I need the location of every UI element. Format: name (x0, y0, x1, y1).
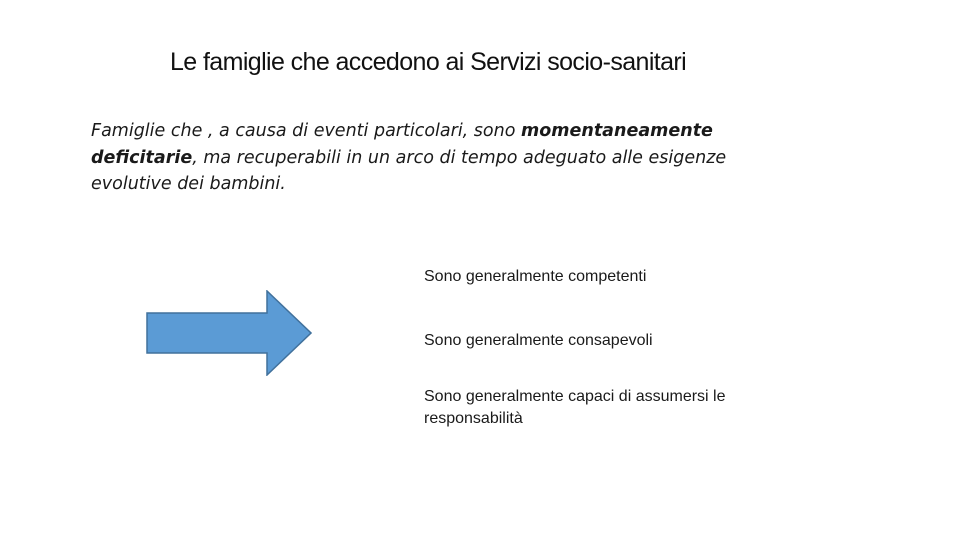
intro-paragraph (91, 118, 811, 198)
point-item: Sono generalmente consapevoli (424, 332, 653, 349)
intro-bold-text: momentaneamente deficitarie (91, 121, 713, 168)
slide-title: Le famiglie che accedono ai Servizi socio-sanitari (170, 48, 687, 76)
right-arrow-shape (147, 291, 311, 375)
intro-text-part2: , ma recuperabili in un arco di tempo adeguato alle esigenze evolutive dei bambini. (91, 147, 727, 194)
intro-text-part1: Famiglie che , a causa di eventi particolari, sono (91, 121, 521, 141)
point-item: Sono generalmente capaci di assumersi le responsabilità (424, 388, 726, 427)
right-arrow-icon (146, 290, 312, 376)
point-item: Sono generalmente competenti (424, 268, 647, 285)
